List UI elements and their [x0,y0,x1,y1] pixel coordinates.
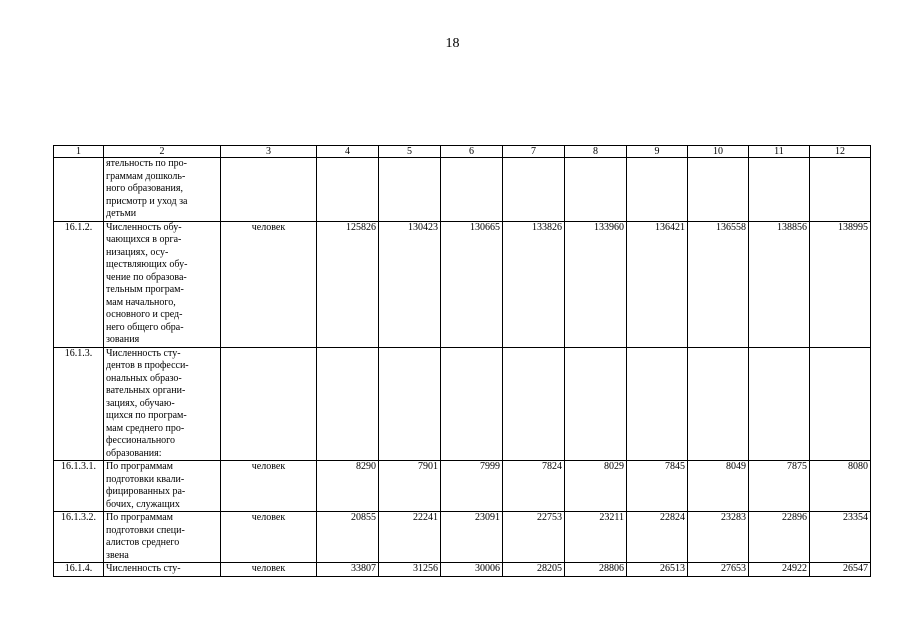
value-cell: 28806 [565,563,627,577]
indicator-name: ятельность по про- граммам дошколь- ного образования, присмотр и уход за детьми [104,158,221,222]
column-number-header: 3 [221,146,317,158]
value-cell: 23283 [688,512,749,563]
value-cell: 138995 [810,221,871,347]
row-number: 16.1.2. [54,221,104,347]
table-row [54,221,871,347]
value-cell: 133960 [565,221,627,347]
value-cell: 26513 [627,563,688,577]
value-cell: 23354 [810,512,871,563]
value-cell [379,158,441,222]
value-cell: 28205 [503,563,565,577]
row-number: 16.1.3.2. [54,512,104,563]
column-number-header: 12 [810,146,871,158]
unit-cell: человек [221,563,317,577]
value-cell [810,158,871,222]
value-cell: 31256 [379,563,441,577]
value-cell [565,347,627,461]
column-number-header: 9 [627,146,688,158]
column-number-header: 4 [317,146,379,158]
column-number-header: 6 [441,146,503,158]
value-cell: 22241 [379,512,441,563]
value-cell [441,158,503,222]
column-number-header: 2 [104,146,221,158]
unit-cell: человек [221,512,317,563]
value-cell: 33807 [317,563,379,577]
value-cell [688,347,749,461]
value-cell [688,158,749,222]
value-cell: 26547 [810,563,871,577]
column-number-header: 8 [565,146,627,158]
value-cell [627,158,688,222]
unit-cell [221,158,317,222]
value-cell [749,347,810,461]
table-row [54,512,871,563]
statistics-table [53,145,871,577]
value-cell [503,347,565,461]
value-cell [565,158,627,222]
value-cell: 22753 [503,512,565,563]
row-number [54,158,104,222]
indicator-name: По программам подготовки специ- алистов среднего звена [104,512,221,563]
value-cell: 7901 [379,461,441,512]
table-row [54,347,871,461]
column-number-header: 7 [503,146,565,158]
value-cell: 24922 [749,563,810,577]
value-cell: 23091 [441,512,503,563]
value-cell: 8029 [565,461,627,512]
value-cell: 138856 [749,221,810,347]
value-cell: 7845 [627,461,688,512]
column-number-header: 11 [749,146,810,158]
value-cell [749,158,810,222]
value-cell: 125826 [317,221,379,347]
value-cell: 133826 [503,221,565,347]
row-number: 16.1.3.1. [54,461,104,512]
value-cell: 136558 [688,221,749,347]
table-header-row [54,146,871,158]
value-cell: 7824 [503,461,565,512]
unit-cell [221,347,317,461]
value-cell [503,158,565,222]
indicator-name: По программам подготовки квали- фицированных ра- бочих, служащих [104,461,221,512]
value-cell: 22896 [749,512,810,563]
value-cell: 8290 [317,461,379,512]
table-row [54,461,871,512]
value-cell: 130423 [379,221,441,347]
column-number-header: 10 [688,146,749,158]
value-cell: 136421 [627,221,688,347]
indicator-name: Численность сту- [104,563,221,577]
value-cell: 8080 [810,461,871,512]
value-cell [317,158,379,222]
unit-cell: человек [221,461,317,512]
value-cell: 7875 [749,461,810,512]
unit-cell: человек [221,221,317,347]
value-cell [810,347,871,461]
row-number: 16.1.3. [54,347,104,461]
value-cell [441,347,503,461]
indicator-name: Численность обу- чающихся в орга- низациях, осу- ществляющих обу- чение по образова- тельным програм- мам начального, основного и сред- него общего обра- зования [104,221,221,347]
table-row [54,563,871,577]
value-cell: 130665 [441,221,503,347]
page-number: 18 [445,36,460,51]
indicator-name: Численность сту- дентов в професси- ональных образо- вательных органи- зациях, обучаю- щихся по програм- мам среднего про- фессионального образования: [104,347,221,461]
value-cell [379,347,441,461]
value-cell: 27653 [688,563,749,577]
value-cell: 22824 [627,512,688,563]
table-row [54,158,871,222]
value-cell: 7999 [441,461,503,512]
row-number: 16.1.4. [54,563,104,577]
column-number-header: 1 [54,146,104,158]
value-cell: 8049 [688,461,749,512]
value-cell [317,347,379,461]
value-cell: 23211 [565,512,627,563]
value-cell: 30006 [441,563,503,577]
column-number-header: 5 [379,146,441,158]
value-cell: 20855 [317,512,379,563]
value-cell [627,347,688,461]
